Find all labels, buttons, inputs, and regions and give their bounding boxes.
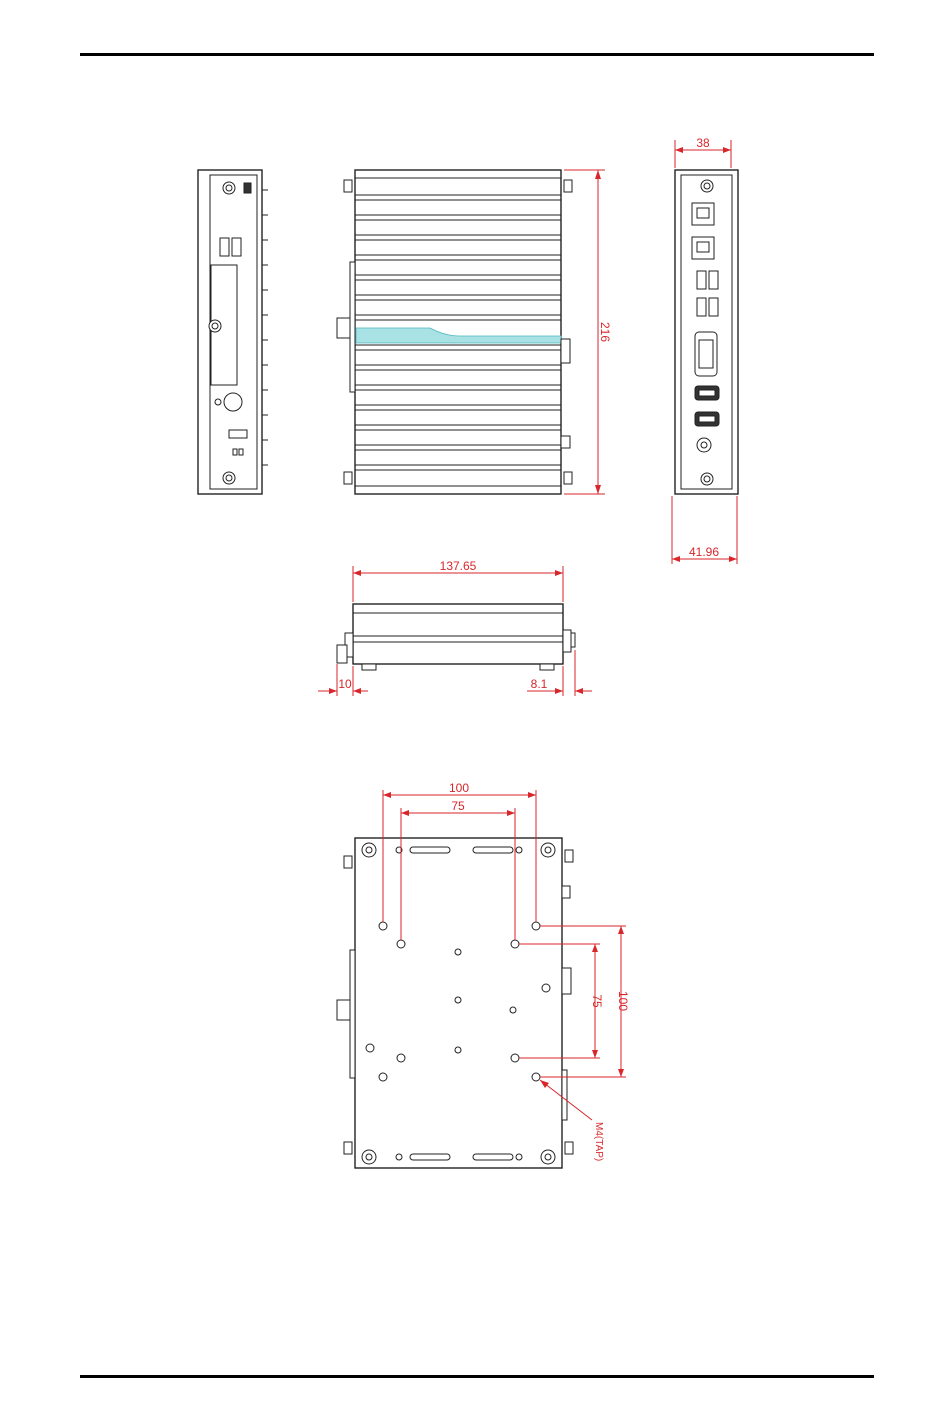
label-highlight: [356, 328, 561, 343]
power-button-icon: [224, 393, 242, 411]
mount-hole-icon: [532, 1073, 540, 1081]
dim-bottom-inner-v-label: 75: [590, 994, 604, 1008]
dim-bottom-outer-v-label: 100: [616, 990, 630, 1012]
dim-right-offset-label: 8.1: [530, 677, 548, 691]
lan-port-icon: [692, 203, 714, 225]
mount-hole-icon: [379, 922, 387, 930]
dim-left-offset: [318, 664, 368, 696]
dim-bottom-inner-h: [401, 799, 515, 940]
lan-port-icon: [692, 237, 714, 259]
usb-port-icon: [697, 298, 706, 316]
dim-height: [564, 170, 612, 494]
dim-width: [353, 559, 563, 602]
usb-port-icon: [220, 238, 229, 256]
dim-height-label: 216: [598, 321, 612, 343]
rear-panel-view: [675, 170, 738, 494]
dim-depth: [675, 136, 731, 168]
dc-jack-icon: [697, 438, 711, 452]
mount-hole-icon: [397, 940, 405, 948]
side-elevation-view: [337, 604, 575, 670]
dim-right-offset: [527, 650, 592, 696]
antenna-connector-icon: [701, 473, 713, 485]
front-panel-view: [198, 170, 268, 494]
switch-icon: [229, 430, 247, 438]
usb-port-icon: [697, 271, 706, 289]
mount-hole-icon: [511, 1054, 519, 1062]
dim-bottom-inner-h-label: 75: [451, 799, 465, 813]
top-view: [337, 170, 572, 494]
dim-left-offset-label: 10: [338, 677, 352, 691]
antenna-connector-icon: [701, 180, 713, 192]
dim-depth-full-label: 41.96: [688, 545, 720, 559]
dim-depth-label: 38: [696, 136, 710, 150]
mount-hole-icon: [397, 1054, 405, 1062]
screw-callout-label: M4(TAP): [593, 1122, 604, 1162]
antenna-connector-icon: [223, 182, 235, 194]
mount-hole-icon: [532, 922, 540, 930]
mount-hole-icon: [511, 940, 519, 948]
dim-depth-full: [672, 496, 737, 564]
serial-port-icon: [695, 332, 717, 376]
antenna-connector-icon: [223, 472, 235, 484]
bottom-view: [337, 838, 573, 1168]
screw-icon: [209, 320, 221, 332]
dim-bottom-outer-h-label: 100: [448, 781, 470, 795]
dim-width-label: 137.65: [439, 559, 477, 573]
mount-hole-icon: [379, 1073, 387, 1081]
dim-bottom-outer-v: [540, 926, 630, 1077]
